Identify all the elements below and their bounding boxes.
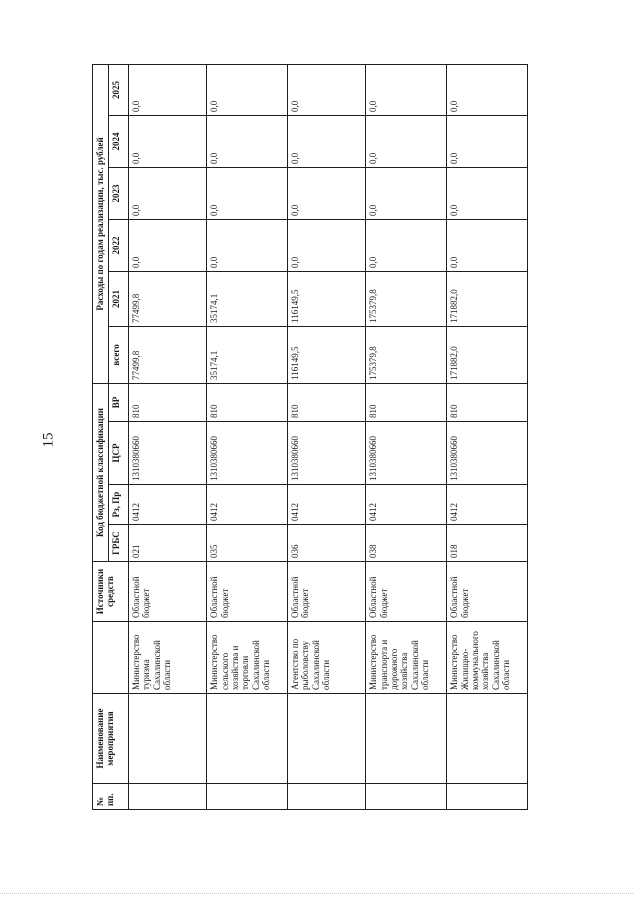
cell-2023: 0,0 xyxy=(447,167,528,219)
cell-2022: 0,0 xyxy=(207,219,288,271)
cell-2025: 0,0 xyxy=(288,64,366,115)
cell-2021: 35174,1 xyxy=(207,271,288,326)
cell-total: 175379,8 xyxy=(366,326,447,383)
cell-2021: 171882,0 xyxy=(447,271,528,326)
table-row xyxy=(447,64,528,809)
cell-executor: Министерство Жилищно-коммунального хозяйства Сахалинской области xyxy=(447,622,528,694)
header-2022: 2022 xyxy=(109,219,129,271)
cell-vr: 810 xyxy=(447,383,528,421)
header-num: № пп. xyxy=(93,784,129,810)
table-row xyxy=(288,64,366,809)
cell-2024: 0,0 xyxy=(288,115,366,167)
cell-2023: 0,0 xyxy=(288,167,366,219)
cell-num xyxy=(288,784,366,810)
cell-csr: 1310380660 xyxy=(129,422,207,485)
cell-event xyxy=(366,694,447,784)
budget-table xyxy=(92,64,528,810)
cell-2024: 0,0 xyxy=(129,115,207,167)
cell-2025: 0,0 xyxy=(129,64,207,115)
cell-2023: 0,0 xyxy=(129,167,207,219)
cell-event xyxy=(207,694,288,784)
cell-grbs: 018 xyxy=(447,525,528,562)
header-2024: 2024 xyxy=(109,115,129,167)
cell-csr: 1310380660 xyxy=(447,422,528,485)
cell-grbs: 021 xyxy=(129,525,207,562)
cell-csr: 1310380660 xyxy=(288,422,366,485)
cell-total: 171882,0 xyxy=(447,326,528,383)
cell-2021: 116149,5 xyxy=(288,271,366,326)
cell-source: Областной бюджет xyxy=(288,562,366,622)
cell-source: Областной бюджет xyxy=(447,562,528,622)
cell-vr: 810 xyxy=(288,383,366,421)
cell-event xyxy=(288,694,366,784)
cell-grbs: 035 xyxy=(207,525,288,562)
table-row xyxy=(129,64,207,809)
cell-num xyxy=(207,784,288,810)
header-row-1 xyxy=(93,64,109,809)
page-number: 15 xyxy=(40,432,57,448)
cell-source: Областной бюджет xyxy=(207,562,288,622)
cell-num xyxy=(129,784,207,810)
header-2021: 2021 xyxy=(109,271,129,326)
cell-executor: Агентство по рыболовству Сахалинской области xyxy=(288,622,366,694)
cell-2024: 0,0 xyxy=(207,115,288,167)
header-source: Источники средств xyxy=(93,562,129,622)
cell-2023: 0,0 xyxy=(207,167,288,219)
cell-2025: 0,0 xyxy=(366,64,447,115)
cell-vr: 810 xyxy=(366,383,447,421)
cell-2021: 175379,8 xyxy=(366,271,447,326)
table-row xyxy=(207,64,288,809)
cell-2025: 0,0 xyxy=(447,64,528,115)
cell-grbs: 036 xyxy=(288,525,366,562)
cell-source: Областной бюджет xyxy=(366,562,447,622)
header-total: всего xyxy=(109,326,129,383)
cell-csr: 1310380660 xyxy=(366,422,447,485)
cell-executor: Министерство транспорта и дорожного хозяйства Сахалинской области xyxy=(366,622,447,694)
cell-executor: Министерство сельского хозяйства и торговли Сахалинской области xyxy=(207,622,288,694)
cell-2021: 77499,8 xyxy=(129,271,207,326)
cell-2025: 0,0 xyxy=(207,64,288,115)
cell-2022: 0,0 xyxy=(129,219,207,271)
cell-num xyxy=(447,784,528,810)
cell-2022: 0,0 xyxy=(447,219,528,271)
header-grbs: ГРБС xyxy=(109,525,129,562)
header-rzpr: Рз, Пр xyxy=(109,485,129,525)
header-classification: Код бюджетной классификации xyxy=(93,383,109,561)
cell-source: Областной бюджет xyxy=(129,562,207,622)
cell-grbs: 038 xyxy=(366,525,447,562)
cell-2023: 0,0 xyxy=(366,167,447,219)
cell-num xyxy=(366,784,447,810)
rotated-table-container xyxy=(92,65,528,810)
cell-rzpr: 0412 xyxy=(447,485,528,525)
cell-total: 116149,5 xyxy=(288,326,366,383)
header-event: Наименование мероприятия xyxy=(93,694,129,784)
header-csr: ЦСР xyxy=(109,422,129,485)
cell-2022: 0,0 xyxy=(366,219,447,271)
header-2025: 2025 xyxy=(109,64,129,115)
cell-rzpr: 0412 xyxy=(366,485,447,525)
cell-rzpr: 0412 xyxy=(207,485,288,525)
header-2023: 2023 xyxy=(109,167,129,219)
cell-executor: Министерство туризма Сахалинской области xyxy=(129,622,207,694)
header-executor xyxy=(93,622,129,694)
header-vr: ВР xyxy=(109,383,129,421)
cell-2022: 0,0 xyxy=(288,219,366,271)
scan-artifact-line xyxy=(0,893,633,895)
cell-2024: 0,0 xyxy=(447,115,528,167)
cell-rzpr: 0412 xyxy=(129,485,207,525)
cell-event xyxy=(129,694,207,784)
cell-event xyxy=(447,694,528,784)
header-expenses: Расходы по годам реализации, тыс. рублей xyxy=(93,64,109,383)
cell-csr: 1310380660 xyxy=(207,422,288,485)
cell-vr: 810 xyxy=(129,383,207,421)
table-row xyxy=(366,64,447,809)
cell-2024: 0,0 xyxy=(366,115,447,167)
cell-total: 35174,1 xyxy=(207,326,288,383)
cell-vr: 810 xyxy=(207,383,288,421)
cell-rzpr: 0412 xyxy=(288,485,366,525)
cell-total: 77499,8 xyxy=(129,326,207,383)
